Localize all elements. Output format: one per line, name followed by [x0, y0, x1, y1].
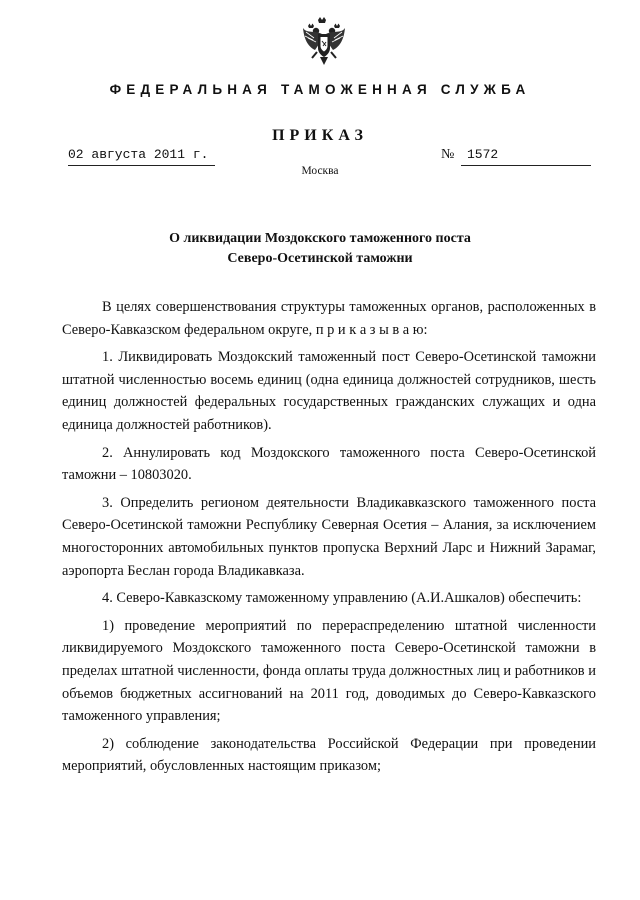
order-body [62, 296, 596, 783]
document-type: ПРИКАЗ [272, 127, 368, 144]
order-number [461, 147, 591, 166]
clause-4: 4. Северо-Кавказскому таможенному управлению (А.И.Ашкалов) обеспечить: [102, 590, 582, 607]
clause-4-item-2: 2) соблюдение законодательства Российской Федерации при проведении мероприятий, обусловленных настоящим приказом; [62, 735, 596, 775]
russian-coat-of-arms-icon [301, 16, 347, 68]
clause-1: 1. Ликвидировать Моздокский таможенный пост Северо-Осетинской таможни штатной численностью восемь единиц (одна единица должностей сотрудников, шесть единиц должностей федеральных государственных гражданских служащих и одна единица должностей работников). [62, 349, 596, 433]
agency-name: ФЕДЕРАЛЬНАЯ ТАМОЖЕННАЯ СЛУЖБА [109, 82, 531, 97]
number-sign: № [441, 147, 455, 162]
subject-line-1: О ликвидации Моздокского таможенного поста [169, 231, 471, 246]
clause-3: 3. Определить регионом деятельности Владикавказского таможенного поста Северо-Осетинской таможни Республику Северная Осетия – Алания, за исключением многосторонних автомобильных пунктов пропуска Верхний Ларс и Нижний Зарамаг, аэропорта Беслан города Владикавказа. [62, 494, 596, 579]
clause-4-item-1: 1) проведение мероприятий по перераспределению штатной численности ликвидируемого Моздокского таможенного поста Северо-Осетинской таможни в пределах штатной численности, фонда оплаты труда должностных лиц и работников и объемов бюджетных ассигнований на 2011 год, доводимых до Северо-Кавказского таможенного управления; [62, 617, 596, 725]
order-subject [0, 229, 640, 269]
clause-2: 2. Аннулировать код Моздокского таможенного поста Северо-Осетинской таможни – 10803020. [62, 444, 596, 484]
subject-line-2: Северо-Осетинской таможни [227, 251, 413, 266]
order-number-value: 1572 [467, 147, 499, 162]
issue-city: Москва [301, 165, 339, 177]
preamble-paragraph: В целях совершенствования структуры таможенных органов, расположенных в Северо-Кавказском федеральном округе, п р и к а з ы в а ю: [62, 299, 596, 338]
order-date: 02 августа 2011 г. [68, 147, 215, 166]
